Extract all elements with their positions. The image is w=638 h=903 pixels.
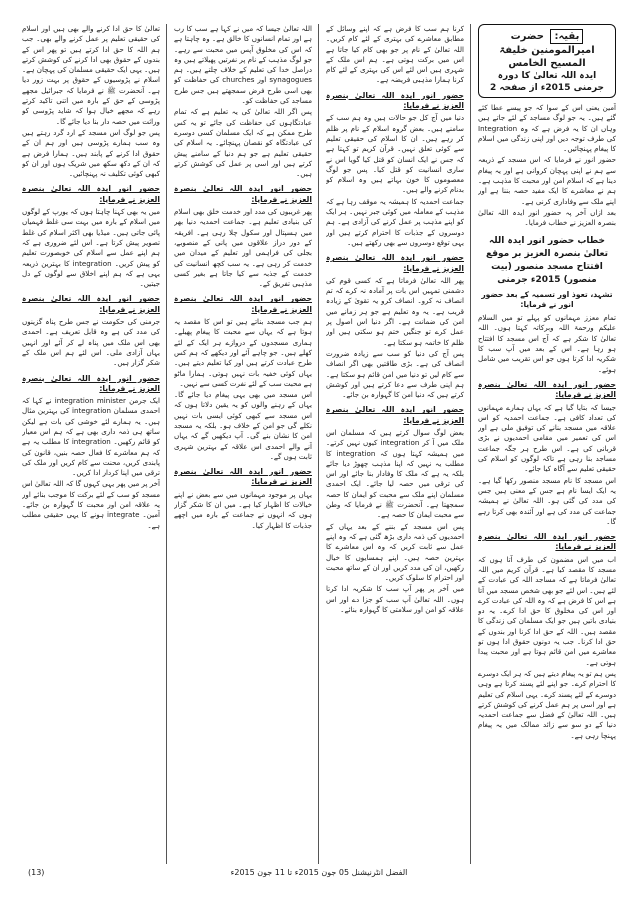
page-footer xyxy=(22,868,616,884)
section-heading: حضور انور ایدہ اللہ تعالیٰ بنصرہ العزیز نے فرمایا: xyxy=(478,532,616,552)
paragraph: پس آج کی دنیا کو سب سے زیادہ ضرورت انصاف کی ہے۔ بڑی طاقتیں بھی اگر انصاف سے کام لیں تو دنیا میں امن قائم ہو سکتا ہے۔ ہم اپنی طرف سے دعا کرتے ہیں اور کوشش کرتے ہیں کہ دنیا امن کا گہوارہ بن جائے۔ xyxy=(326,348,464,400)
paragraph: پھر غریبوں کی مدد اور خدمت خلق بھی اسلام کی بنیادی تعلیم ہے۔ جماعت احمدیہ دنیا بھر میں ہسپتال اور سکول چلا رہی ہے۔ افریقہ کے دور دراز علاقوں میں پانی کے منصوبے، بجلی کی فراہمی اور تعلیم کے میدان میں خدمت کر رہی ہے۔ یہ سب کچھ انسانیت کی خدمت کے جذبہ سے کیا جاتا ہے بغیر کسی مذہبی تفریق کے۔ xyxy=(174,207,312,289)
paragraph: آمین یعنی اس کے سوا کہ جو پیسے عطا کئے گئے ہیں۔ یہ جو لوگ مساجد کے لئے جاتے ہیں وہاں ان کا یہ فرض ہے کہ وہ Integration کی طرف توجہ دیں اور اپنی زندگی میں اسلام کا پیغام پہنچائیں۔ xyxy=(478,103,616,154)
paragraph: میں یہ بھی کہنا چاہتا ہوں کہ یورپ کے لوگوں میں اسلام کے بارہ میں بہت سی غلط فہمیاں پائی جاتی ہیں۔ میڈیا بھی اکثر اسلام کی غلط تصویر پیش کرتا ہے۔ اس لئے ضروری ہے کہ ہم اپنے عمل سے اسلام کی خوبصورت تعلیم کو پیش کریں۔ integration کا بہترین ذریعہ یہی ہے کہ ہم اپنے اخلاق سے لوگوں کے دل جیتیں۔ xyxy=(22,207,160,289)
paragraph: اس مسجد میں بھی یہی پیغام دیا جائے گا۔ یہاں کے رہنے والوں کو یہ یقین دلاتا ہوں کہ اس مسجد سے کبھی کوئی ایسی بات نہیں نکلے گی جو امن کے خلاف ہو۔ بلکہ یہ مسجد امن کا نشان بنے گی۔ آپ دیکھیں گے کہ یہاں آنے والے احمدی اس علاقہ کے بہترین شہری ثابت ہوں گے۔ xyxy=(174,390,312,461)
paragraph: حضور انور نے فرمایا کہ اس مسجد کے ذریعہ سے ہم نے اپنی پہچان کروانی ہے اور یہ پیغام دینا ہے کہ اسلام امن اور محبت کا مذہب ہے۔ ہم نے معاشرے کا ایک مفید حصہ بننا ہے اور اپنے ملک سے وفاداری کرنی ہے۔ xyxy=(478,155,616,206)
section-heading: حضور انور ایدہ اللہ تعالیٰ بنصرہ العزیز نے فرمایا: xyxy=(478,379,616,400)
paragraph: پس اگر اللہ تعالیٰ کی یہ تعلیم ہے کہ تمام عبادتگاہوں کی حفاظت کی جائے تو یہ کس طرح ممکن ہے کہ ایک مسلمان کسی دوسرے کی عبادتگاہ کو نقصان پہنچائے۔ یہ اسلام کی حقیقی تعلیم ہے جو ہم دنیا کے سامنے پیش کرتے ہیں اور اسی پر عمل کی کوشش کرتے ہیں۔ xyxy=(174,107,312,179)
paragraph: پس ہم تو یہ پیغام دیتے ہیں کہ ہر ایک دوسرے کا احترام کرے۔ جو اپنے لئے پسند کرتا ہے وہی دوسرے کے لئے پسند کرے۔ یہی اسلام کی تعلیم ہے اور اسی پر ہم عمل کرنے کی کوشش کرتے ہیں۔ اللہ تعالیٰ کے فضل سے جماعت احمدیہ دنیا کے دو سو سے زائد ممالک میں یہ پیغام پہنچا رہی ہے۔ xyxy=(478,668,616,740)
paragraph: اللہ تعالیٰ جیسا کہ میں نے کہا ہے سب کا رب ہے اور تمام انسانوں کا خالق ہے۔ وہ چاہتا ہے کہ اس کی مخلوق آپس میں محبت سے رہے۔ جو لوگ مذہب کے نام پر نفرتیں پھیلاتے ہیں وہ دراصل خدا کی تعلیم کے خلاف چلتے ہیں۔ ہم synagogues اور churches کی حفاظت کو بھی اسی طرح فرض سمجھتے ہیں جس طرح مساجد کی حفاظت کو۔ xyxy=(174,24,312,106)
page-number: (13) xyxy=(28,868,45,877)
paragraph: پس اس مسجد کے بننے کے بعد یہاں کے احمدیوں کی ذمہ داری بڑھ گئی ہے کہ وہ اپنے عمل سے ثابت کریں کہ وہ اس معاشرے کا بہترین حصہ ہیں۔ اپنے ہمسایوں کا خیال رکھیں، ان کی مدد کریں اور ان کے ساتھ محبت اور احترام کا سلوک کریں۔ xyxy=(326,521,464,583)
paragraph: یہاں پر موجود مہمانوں میں سے بعض نے اپنے خیالات کا اظہار کیا ہے۔ میں ان کا شکر گزار ہوں کہ انہوں نے جماعت کے بارہ میں اچھے جذبات کا اظہار کیا۔ xyxy=(174,489,312,530)
header-title: حضرت امیرالمومنین خلیفۃ المسیح الخامس xyxy=(499,31,595,69)
paragraph: اب میں اس مضمون کی طرف آتا ہوں کہ مسجد کا مقصد کیا ہے۔ قرآن کریم میں اللہ تعالیٰ فرماتا ہے کہ مساجد اللہ کی عبادت کے لئے ہیں۔ اس لئے جو بھی شخص مسجد میں آتا ہے اس کا فرض ہے کہ وہ اللہ کی عبادت کرے اور اس کی مخلوق کا حق ادا کرے۔ یہ دو بنیادی باتیں ہیں جو ایک مسلمان کی زندگی کا مقصد ہیں۔ اللہ کے حق ادا کرنا اور بندوں کے حق ادا کرنا۔ جب یہ دونوں حقوق ادا ہوں تو معاشرے میں امن قائم ہوتا ہے اور محبت پیدا ہوتی ہے۔ xyxy=(478,554,616,667)
section-heading: حضور انور ایدہ اللہ تعالیٰ بنصرہ العزیز نے فرمایا: xyxy=(326,253,464,273)
speech-subtitle: تشہد، تعوذ اور تسمیہ کے بعد حضور انور نے فرمایا: xyxy=(481,289,613,309)
paragraph: تعالیٰ کا حق ادا کرنے والے بھی ہیں اور اسلام کی حقیقی تعلیم پر عمل کرنے والے بھی۔ جب ہم اللہ کا حق ادا کرتے ہیں تو پھر اس کے بندوں کے حقوق بھی ادا کرنے کی کوشش کرتے ہیں۔ یہی ایک حقیقی مسلمان کی پہچان ہے۔ اسلام نے پڑوسیوں کے حقوق پر بہت زور دیا ہے۔ آنحضرت ﷺ نے فرمایا کہ جبرائیل مجھے پڑوسی کے حق کے بارہ میں اتنی تاکید کرتے رہے کہ مجھے خیال ہوا کہ شاید پڑوسی کو وراثت میں حصہ دار بنا دیا جائے گا۔ xyxy=(22,24,160,126)
section-heading: حضور انور ایدہ اللہ تعالیٰ بنصرہ العزیز نے فرمایا: xyxy=(22,294,160,314)
newspaper-page xyxy=(22,24,616,864)
section-heading: حضور انور ایدہ اللہ تعالیٰ بنصرہ العزیز نے فرمایا: xyxy=(174,467,312,487)
paragraph: آخر پر میں پھر یہی کہوں گا کہ اللہ تعالیٰ اس مسجد کو سب کے لئے برکت کا موجب بنائے اور یہ علاقہ امن اور محبت کا گہوارہ بن جائے۔ آمین۔ integrate ہونے کا یہی حقیقی مطلب ہے۔ xyxy=(22,479,160,530)
header-subtitle: ایدہ اللہ تعالیٰ کا دورہ جرمنی 2015ء از صفحہ 2 xyxy=(489,71,605,93)
paragraph: پس جو لوگ اس مسجد کے ارد گرد رہتے ہیں وہ سب ہمارے پڑوسی ہیں اور ہم ان کے حقوق ادا کرنے کے پابند ہیں۔ ہمارا فرض ہے کہ ان کے دکھ سکھ میں شریک ہوں اور ان کو کبھی کوئی تکلیف نہ پہنچائیں۔ xyxy=(22,127,160,179)
section-heading: حضور انور ایدہ اللہ تعالیٰ بنصرہ العزیز نے فرمایا: xyxy=(22,184,160,204)
column-divider xyxy=(470,24,471,864)
paragraph: جرمنی کی حکومت نے جس طرح پناہ گزینوں کی مدد کی ہے وہ قابل تعریف ہے۔ احمدی بھی اس ملک میں پناہ لے کر آئے اور انہیں یہاں آزادی ملی۔ اس لئے ہم اس ملک کے شکر گزار ہیں۔ xyxy=(22,317,160,368)
paragraph: ہم جب مسجد بناتے ہیں تو اس کا مقصد یہ ہوتا ہے کہ یہاں سے محبت کا پیغام پھیلے۔ ہماری مسجدوں کے دروازے ہر ایک کے لئے کھلے ہیں۔ جو چاہے آئے اور دیکھے کہ ہم کس طرح عبادت کرتے ہیں اور کیا تعلیم دیتے ہیں۔ یہاں کوئی خفیہ بات نہیں ہوتی۔ ہمارا ماٹو ہے محبت سب کے لئے نفرت کسی سے نہیں۔ xyxy=(174,317,312,388)
section-heading: حضور انور ایدہ اللہ تعالیٰ بنصرہ العزیز نے فرمایا: xyxy=(22,373,160,393)
paragraph: پھر اللہ تعالیٰ فرماتا ہے کہ کسی قوم کی دشمنی تمہیں اس بات پر آمادہ نہ کرے کہ تم انصاف نہ کرو۔ انصاف کرو یہ تقویٰ کے زیادہ قریب ہے۔ یہ وہ تعلیم ہے جو ہر زمانے میں امن کی ضمانت ہے۔ اگر دنیا اس اصول پر عمل کرے تو جنگیں ختم ہو سکتی ہیں اور ظلم کا خاتمہ ہو سکتا ہے۔ xyxy=(326,275,464,347)
continued-header-box xyxy=(478,24,616,98)
section-heading: حضور انور ایدہ اللہ تعالیٰ بنصرہ العزیز نے فرمایا: xyxy=(174,184,312,204)
column-4 xyxy=(22,24,160,864)
paragraph: ایک جرمن integration minister نے کہا کہ احمدی مسلمان integration کی بہترین مثال ہیں۔ یہ ہمارے لئے خوشی کی بات ہے لیکن ساتھ ہی ذمہ داری بھی ہے کہ ہم اس معیار کو قائم رکھیں۔ integration کا مطلب یہ ہے کہ ہم معاشرے کا فعال حصہ بنیں، قانون کی پابندی کریں، محنت سے کام کریں اور ملک کی ترقی میں اپنا کردار ادا کریں۔ xyxy=(22,396,160,478)
column-divider xyxy=(166,24,167,864)
section-heading: حضور انور ایدہ اللہ تعالیٰ بنصرہ العزیز نے فرمایا: xyxy=(174,294,312,314)
section-heading: حضور انور ایدہ اللہ تعالیٰ بنصرہ العزیز نے فرمایا: xyxy=(326,90,464,111)
continued-label: بقیہ: xyxy=(550,29,583,44)
speech-title: خطاب حضور انور ایدہ اللہ تعالیٰ بنصرہ العزیز بر موقع افتتاح مسجد منصور (بیت منصور) 2015ء جرمنی xyxy=(485,235,608,285)
column-divider xyxy=(318,24,319,864)
publication-line: الفضل انٹرنیشنل 05 جون 2015ء تا 11 جون 2015ء xyxy=(230,868,408,877)
column-2 xyxy=(326,24,464,864)
paragraph: کرنا ہم سب کا فرض ہے کہ اپنے وسائل کے مطابق معاشرے کی بہتری کے لئے کام کریں۔ اللہ تعالیٰ کے نام پر جو بھی کام کیا جاتا ہے اس میں برکت ہوتی ہے۔ ہم اس ملک کے شہری ہیں اس لئے اس کی بہتری کے لئے کام کرنا ہمارا مذہبی فریضہ ہے۔ xyxy=(326,24,464,85)
column-3 xyxy=(174,24,312,864)
paragraph: جماعت احمدیہ کا ہمیشہ یہ موقف رہا ہے کہ مذہب کے معاملہ میں کوئی جبر نہیں۔ ہر ایک کو اپنے مذہب پر عمل کرنے کی آزادی ہے۔ ہم دوسروں کے جذبات کا احترام کرتے ہیں اور یہی توقع دوسروں سے بھی رکھتے ہیں۔ xyxy=(326,196,464,247)
paragraph: دنیا میں آج کل جو حالات ہیں وہ ہم سب کے سامنے ہیں۔ بعض گروہ اسلام کے نام پر ظلم کر رہے ہیں۔ ان کا اسلام کی حقیقی تعلیم سے کوئی تعلق نہیں۔ قرآن کریم تو کہتا ہے کہ جس نے ایک انسان کو قتل کیا گویا اس نے ساری انسانیت کو قتل کیا۔ پس جو لوگ معصوموں کا خون بہاتے ہیں وہ اسلام کو بدنام کرنے والے ہیں۔ xyxy=(326,113,464,195)
paragraph: میں آخر پر پھر آپ سب کا شکریہ ادا کرتا ہوں۔ اللہ تعالیٰ آپ سب کو جزا دے اور اس علاقہ کو امن اور سلامتی کا گہوارہ بنائے۔ xyxy=(326,584,464,615)
paragraph: بعض لوگ سوال کرتے ہیں کہ مسلمان اس ملک میں آ کر integration کیوں نہیں کرتے۔ میں ہمیشہ کہتا ہوں کہ integration کا مطلب یہ نہیں کہ اپنا مذہب چھوڑ دیا جائے بلکہ یہ ہے کہ ملک کا وفادار بنا جائے اور اس کی ترقی میں حصہ لیا جائے۔ ایک احمدی مسلمان اپنے ملک سے محبت کو ایمان کا حصہ سمجھتا ہے۔ آنحضرت ﷺ نے فرمایا کہ وطن سے محبت ایمان کا حصہ ہے۔ xyxy=(326,427,464,520)
paragraph: تمام معزز مہمانوں کو پہلے تو میں السلام علیکم ورحمۃ اللہ وبرکاتہ کہتا ہوں۔ اللہ تعالیٰ کا شکر ہے کہ آج اس مسجد کا افتتاح ہو رہا ہے۔ اس کے بعد میں آپ سب کا شکریہ ادا کرتا ہوں جو اس تقریب میں شامل ہوئے۔ xyxy=(478,313,616,374)
paragraph: جیسا کہ بتایا گیا ہے کہ یہاں ہمارے مہمانوں کی تعداد کافی ہے۔ جماعت احمدیہ کو اس علاقہ میں مسجد بنانے کی توفیق ملی ہے اور اس کی تعمیر میں مقامی احمدیوں نے بڑی قربانی کی ہے۔ اس طرح ہر جگہ جماعت مساجد بنا رہی ہے تاکہ لوگوں کو اسلام کی حقیقی تعلیم سے آگاہ کیا جائے۔ xyxy=(478,402,616,474)
section-heading: حضور انور ایدہ اللہ تعالیٰ بنصرہ العزیز نے فرمایا: xyxy=(326,405,464,425)
paragraph: اس مسجد کا نام مسجد منصور رکھا گیا ہے۔ یہ ایک ایسا نام ہے جس کے معنی ہیں جس کی مدد کی گئی ہو۔ اللہ تعالیٰ نے ہمیشہ جماعت کی مدد کی ہے اور آئندہ بھی کرتا رہے گا۔ xyxy=(478,475,616,526)
column-1 xyxy=(478,24,616,864)
paragraph: بعد ازاں آخر پہ حضور انور ایدہ اللہ تعالیٰ بنصرہ العزیز نے خطاب فرمایا۔ xyxy=(478,207,616,228)
